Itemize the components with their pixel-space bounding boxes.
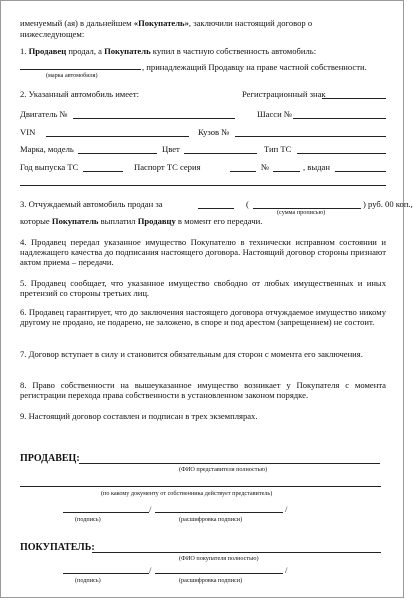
clause-text: выплатил xyxy=(98,216,138,226)
chassis-label: Шасси № xyxy=(257,109,293,119)
reg-sign-field[interactable] xyxy=(322,98,386,99)
vin-label: VIN xyxy=(20,127,36,137)
year-label: Год выпуска ТС xyxy=(20,162,79,172)
paren-open: ( xyxy=(246,199,249,209)
clause-number: 1. xyxy=(20,46,29,56)
buyer-name-caption: (ФИО покупателя полностью) xyxy=(179,555,259,562)
buyer-name-field[interactable] xyxy=(92,552,381,553)
buyer-term: «Покупатель» xyxy=(133,18,189,28)
seller-signature-decode-field[interactable] xyxy=(155,512,283,513)
seller-representative-caption: (ФИО представителя полностью) xyxy=(179,466,268,473)
vin-field[interactable] xyxy=(46,136,189,137)
clause-text: в момент его передачи. xyxy=(175,216,263,226)
seller-slash-1: / xyxy=(149,504,152,514)
clause-text: продал, а xyxy=(66,46,105,56)
price-words-caption: (сумма прописью) xyxy=(277,209,326,216)
seller-slash-2: / xyxy=(285,504,288,514)
clause-8: 8. Право собственности на вышеуказанное имущество возникает у Покупателя с момента регистрации перехода права собственности в установленном законом порядке. xyxy=(20,380,386,400)
passport-number-sign: № xyxy=(261,162,270,172)
buyer-signature-decode-field[interactable] xyxy=(155,573,283,574)
seller-representative-field[interactable] xyxy=(79,463,380,464)
passport-series-field[interactable] xyxy=(230,171,256,172)
make-model-field[interactable] xyxy=(78,153,157,154)
seller-signature-field[interactable] xyxy=(63,512,149,513)
buyer-slash-1: / xyxy=(149,565,152,575)
intro-line xyxy=(20,18,312,28)
issued-field-continued[interactable] xyxy=(20,185,386,186)
seller-term: Продавец xyxy=(28,46,67,56)
passport-number-field[interactable] xyxy=(273,171,300,172)
vehicle-type-label: Тип ТС xyxy=(264,144,292,154)
seller-signature-caption: (подпись) xyxy=(75,516,101,523)
vehicle-type-field[interactable] xyxy=(297,153,386,154)
seller-authority-document-field[interactable] xyxy=(20,486,381,487)
passport-label: Паспорт ТС серия xyxy=(134,162,201,172)
buyer-signature-caption: (подпись) xyxy=(75,577,101,584)
price-digits-field[interactable] xyxy=(198,208,234,209)
clause-2-title: 2. Указанный автомобиль имеет: xyxy=(20,89,140,99)
clause-9: 9. Настоящий договор составлен и подписан в трех экземплярах. xyxy=(20,411,258,421)
clause-text: которые xyxy=(20,216,52,226)
chassis-field[interactable] xyxy=(293,118,386,119)
buyer-signature-field[interactable] xyxy=(63,573,149,574)
body-label: Кузов № xyxy=(198,127,230,137)
seller-decode-caption: (расшифровка подписи) xyxy=(179,516,243,523)
clause-5: 5. Продавец сообщает, что указанное имущество свободно от любых имущественных и иных претензий со стороны третьих лиц. xyxy=(20,278,386,298)
clause-7: 7. Договор вступает в силу и становится обязательным для сторон с момента его заключения. xyxy=(20,349,363,359)
owned-text: , принадлежащий Продавцу на праве частной собственности. xyxy=(142,62,367,72)
buyer-slash-2: / xyxy=(285,565,288,575)
body-field[interactable] xyxy=(235,136,386,137)
buyer-term: Покупатель xyxy=(104,46,151,56)
buyer-heading: ПОКУПАТЕЛЬ: xyxy=(20,542,95,553)
year-field[interactable] xyxy=(83,171,123,172)
clause-3-text: 3. Отчуждаемый автомобиль продан за xyxy=(20,199,163,209)
intro-text-end: , заключили настоящий договор о xyxy=(188,18,313,28)
issued-label: , выдан xyxy=(303,162,330,172)
buyer-decode-caption: (расшифровка подписи) xyxy=(179,577,243,584)
seller-term: Продавцу xyxy=(137,216,176,226)
clause-6: 6. Продавец гарантирует, что до заключения настоящего договора отчуждаемое имущество никому другому не продано, не подарено, не заложено, в споре и под арестом (запрещением) не состоит. xyxy=(20,307,386,327)
seller-heading: ПРОДАВЕЦ: xyxy=(20,453,80,464)
clause-3-line-2 xyxy=(20,216,262,226)
reg-sign-label: Регистрационный знак xyxy=(242,89,326,99)
clause-text: купил в частную собственность автомобиль: xyxy=(150,46,317,56)
buyer-term: Покупатель xyxy=(51,216,99,226)
engine-label: Двигатель № xyxy=(20,109,68,119)
engine-field[interactable] xyxy=(73,118,235,119)
seller-authority-caption: (по какому документу от собственника действует представитель) xyxy=(101,490,273,497)
clause-1-line xyxy=(20,46,316,56)
make-model-label: Марка, модель xyxy=(20,144,74,154)
intro-line-2: нижеследующем: xyxy=(20,29,85,39)
price-suffix: ) руб. 00 коп., xyxy=(363,199,413,209)
car-brand-caption: (марка автомобиля) xyxy=(46,72,98,79)
color-label: Цвет xyxy=(162,144,180,154)
car-brand-field[interactable] xyxy=(20,69,141,70)
intro-text: именуемый (ая) в дальнейшем xyxy=(20,18,134,28)
issued-field[interactable] xyxy=(335,171,386,172)
clause-4: 4. Продавец передал указанное имущество Покупателю в технически исправном состоянии и надлежащего качества до подписания настоящего договора. Настоящий договор стороны признают актом приема – передачи. xyxy=(20,237,386,267)
color-field[interactable] xyxy=(184,153,257,154)
